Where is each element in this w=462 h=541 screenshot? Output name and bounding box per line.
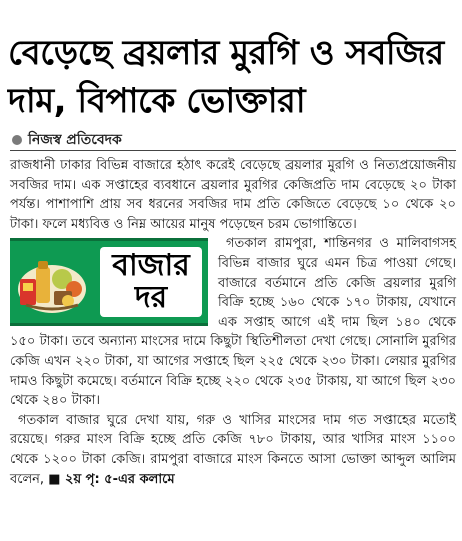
logo-title-line-1: বাজার: [112, 248, 190, 284]
headline-line-1: বেড়েছে ব্রয়লার মুরগি ও সবজির: [8, 32, 444, 73]
article-body: [10, 156, 456, 489]
logo-title-line-2: দর: [134, 280, 168, 316]
continuation-marker: ■ ২য় পৃ: ৫-এর কলামে: [48, 471, 175, 487]
headline-line-2: দাম, বিপাকে ভোক্তারা: [8, 80, 306, 121]
continuation-text: ২য় পৃ: ৫-এর কলামে: [65, 471, 175, 487]
paragraph-2: গতকাল রামপুরা, শান্তিনগর ও মালিবাগসহ বিভিন্ন বাজার ঘুরে এমন চিত্র পাওয়া গেছে। বাজারে বর্তমানে প্রতি কেজি ব্রয়লার মুরগি বিক্রি হচ্ছে ১৬০ থেকে ১৭০ টাকায়, যেখানে এক সপ্তাহ আগে এই দাম ছিল ১৪০ থেকে ১৫০ টাকা। তবে অন্যান্য মাংসের দামে কিছুটা স্থিতিশীলতা দেখা গেছে। সোনালি মুরগির কেজি এখন ২২০ টাকা, যা আগের সপ্তাহে ছিল ২২৫ থেকে ২৩০ টাকা। লেয়ার মুরগির দামও কিছুটা কমেছে। বর্তমানে বিক্রি হচ্ছে ২২০ থেকে ২৩৫ টাকায়, যা আগে ছিল ২৩০ থেকে ২৪০ টাকা।: [10, 236, 456, 409]
headline: [8, 29, 456, 125]
byline-text: নিজস্ব প্রতিবেদক: [28, 132, 122, 148]
byline: [12, 128, 122, 152]
divider: [10, 150, 456, 151]
paragraph-1: রাজধানী ঢাকার বিভিন্ন বাজারে হঠাৎ করেই বেড়েছে ব্রয়লার মুরগি ও নিত্যপ্রয়োজনীয় সবজির দাম। এক সপ্তাহের ব্যবধানে ব্রয়লার মুরগির কেজিপ্রতি দাম বেড়েছে ২০ টাকা পর্যন্ত। পাশাপাশি প্রায় সব ধরনের সবজির দাম প্রতি কেজিতে বেড়েছে ১০ থেকে ২০ টাকা। ফলে মধ্যবিত্ত ও নিম্ন আয়ের মানুষ পড়েছেন চরম ভোগান্তিতে।: [10, 158, 456, 232]
paragraph-3-text: গতকাল বাজার ঘুরে দেখা যায়, গরু ও খাসির মাংসের দাম গত সপ্তাহের মতোই রয়েছে। গরুর মাংস বিক্রি হচ্ছে প্রতি কেজি ৭৮০ টাকায়, আর খাসির মাংস ১১০০ থেকে ১২০০ টাকা কেজি। রামপুরা বাজারে মাংস কিনতে আসা ভোক্তা আব্দুল আলিম বলেন,: [10, 412, 456, 487]
bullet-icon: [12, 135, 22, 145]
paragraph-3: [10, 411, 456, 489]
bazar-dor-logo: [10, 238, 208, 326]
logo-title-card: [100, 247, 202, 317]
logo-banner: [10, 238, 208, 326]
grocery-basket-icon: [16, 249, 88, 315]
